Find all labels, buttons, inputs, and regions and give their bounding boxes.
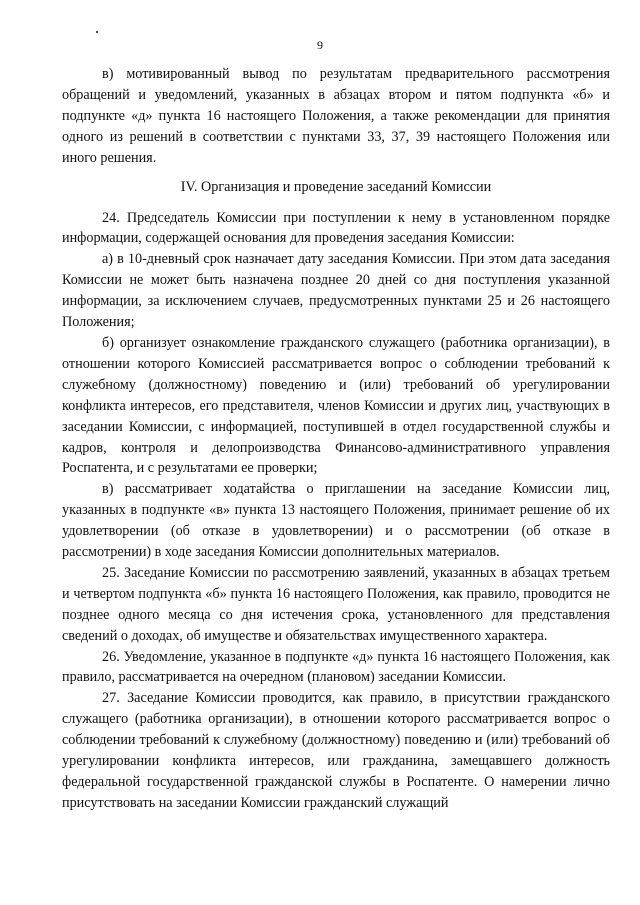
- scan-speck: [96, 31, 98, 33]
- paragraph-subpoint-v-conclusion: в) мотивированный вывод по результатам предварительного рассмотрения обращений и уведомлений, указанных в абзацах втором и пятом подпункта «б» и подпункте «д» пункта 16 настоящего Положения, а также рекомендации для принятия одного из решений в соответствии с пунктами 33, 37, 39 настоящего Положения или иного решения.: [62, 66, 610, 166]
- paragraph-24-v: в) рассматривает ходатайства о приглашении на заседание Комиссии лиц, указанных в подпункте «в» пункта 13 настоящего Положения, принимает решение об их удовлетворении (об отказе в удовлетворении) и о рассмотрении (об отказе в рассмотрении) в ходе заседания Комиссии дополнительных материалов.: [62, 481, 610, 561]
- paragraph-25: 25. Заседание Комиссии по рассмотрению заявлений, указанных в абзацах третьем и четвертом подпункта «б» пункта 16 настоящего Положения, как правило, проводится не позднее одного месяца со дня истечения срока, установленного для представления сведений о доходах, об имуществе и обязательствах имущественного характера.: [62, 564, 610, 644]
- paragraph-27: 27. Заседание Комиссии проводится, как правило, в присутствии гражданского служащего (работника организации), в отношении которого рассматривается вопрос о соблюдении требований к служебному (должностному) поведению и (или) требований об урегулировании конфликта интересов, или гражданина, замещавшего должность федеральной государственной гражданской службы в Роспатенте. О намерении лично присутствовать на заседании Комиссии гражданский служащий: [62, 690, 610, 811]
- paragraph-24-a: а) в 10-дневный срок назначает дату заседания Комиссии. При этом дата заседания Комиссии не может быть назначена позднее 20 дней со дня поступления указанной информации, за исключением случаев, предусмотренных пунктами 25 и 26 настоящего Положения;: [62, 251, 610, 331]
- section-heading: IV. Организация и проведение заседаний Комиссии: [180, 178, 492, 195]
- paragraph-26: 26. Уведомление, указанное в подпункте «д» пункта 16 настоящего Положения, как правило, рассматривается на очередном (плановом) заседании Комиссии.: [62, 648, 610, 686]
- page-number: 9: [317, 38, 323, 52]
- paragraph-24-b: б) организует ознакомление гражданского служащего (работника организации), в отношении которого Комиссией рассматривается вопрос о соблюдении требований к служебному (должностному) поведению и (или) требований об урегулировании конфликта интересов, его представителя, членов Комиссии и других лиц, участвующих в заседании Комиссии, с информацией, поступившей в отдел государственной службы и кадров, контроля и делопроизводства Финансово-административного управления Роспатента, и с результатами ее проверки;: [62, 334, 610, 477]
- paragraph-24: 24. Председатель Комиссии при поступлении к нему в установленном порядке информации, содержащей основания для проведения заседания Комиссии:: [62, 209, 610, 247]
- document-body: [62, 64, 610, 814]
